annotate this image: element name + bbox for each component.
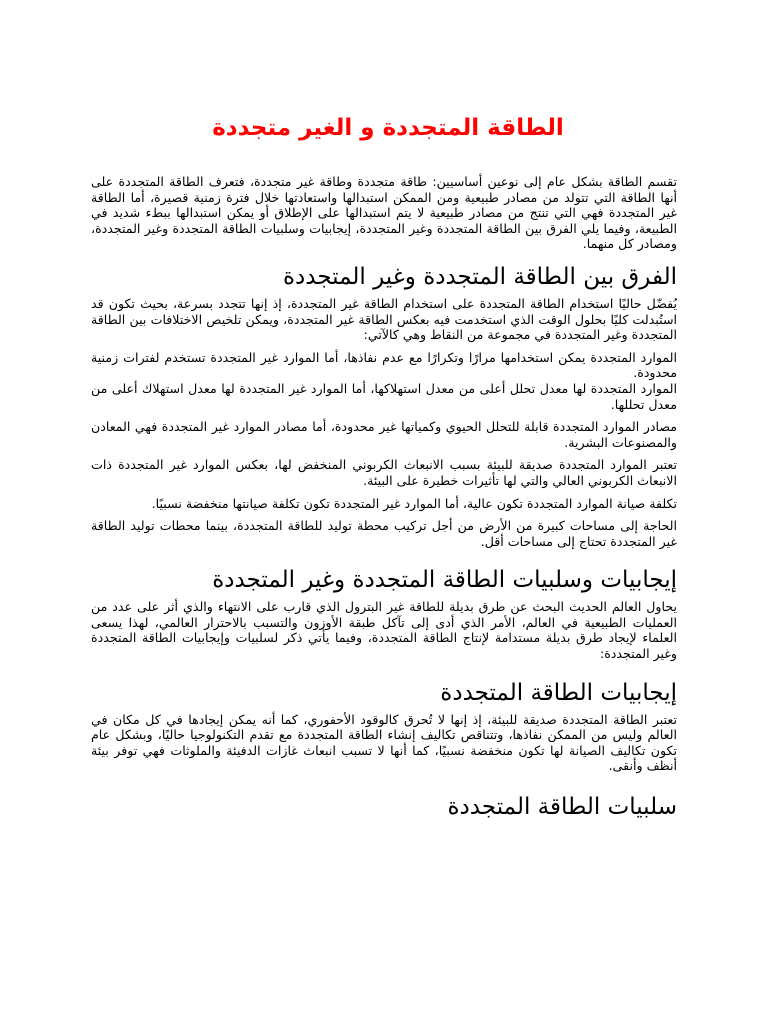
intro-paragraph: تقسم الطاقة بشكل عام إلى نوعين أساسيين: طاقة متجددة وطاقة غير متجددة، فتعرف الطاقة المتجددة على أنها الطاقة التي تتولد من مصادر طبيعية ومن الممكن استبدالها واستعادتها خلال فترة زمنية قصيرة، أما الطاقة غير المتجددة فهي التي تنتج من مصادر طبيعية لا يتم استبدالها على الإطلاق أو يمكن استبدالها ببطء شديد في الطبيعة، وفيما يلي الفرق بين الطاقة المتجددة وغير المتجددة، إيجابيات وسلبيات الطاقة المتجددة وغير المتجددة، ومصادر كل منهما. xyxy=(91,174,677,252)
section-heading-difference: الفرق بين الطاقة المتجددة وغير المتجددة xyxy=(282,263,677,290)
paragraph: تعتبر الطاقة المتجددة صديقة للبيئة، إذ إنها لا تُحرق كالوقود الأحفوري، كما أنه يمكن إيجادها في كل مكان في العالم وليس من الممكن نفاذها، وتتناقص تكاليف إنشاء الطاقة المتجددة مع تقدم التكنولوجيا حاليًا، وبشكل عام تكون تكاليف الصيانة لها تكون منخفضة نسبيًا، كما أنها لا تسبب انبعاث غازات الدفيئة والملوثات فهي توفر بيئة أنظف وأنقى. xyxy=(91,711,677,774)
paragraph: الحاجة إلى مساحات كبيرة من الأرض من أجل تركيب محطة توليد للطاقة المتجددة، بينما محطات توليد الطاقة غير المتجددة تحتاج إلى مساحات أقل. xyxy=(91,518,677,549)
paragraph: تكلفة صيانة الموارد المتجددة تكون عالية، أما الموارد غير المتجددة تكون تكلفة صيانتها منخفضة نسبيًا. xyxy=(151,495,677,511)
document-page xyxy=(91,0,677,1024)
section-heading-pros-cons: إيجابيات وسلبيات الطاقة المتجددة وغير المتجددة xyxy=(212,567,677,594)
section-heading-renewable-cons: سلبيات الطاقة المتجددة xyxy=(447,794,677,821)
paragraph: الموارد المتجددة يمكن استخدامها مرارًا وتكرارًا مع عدم نفاذها، أما الموارد غير المتجددة تستخدم لفترات زمنية محدودة. الموارد المتجددة لها معدل تحلل أعلى من معدل استهلاكها، أما الموارد غير المتجددة لها معدل استهلاك أعلى من معدل تحللها. xyxy=(91,349,677,412)
document-title: الطاقة المتجددة و الغير متجددة xyxy=(212,115,564,141)
paragraph: مصادر الموارد المتجددة قابلة للتحلل الحيوي وكمياتها غير محدودة، أما مصادر الموارد غير المتجددة فهي المعادن والمصنوعات البشرية. xyxy=(91,419,677,450)
paragraph: يُفضّل حاليًا استخدام الطاقة المتجددة على استخدام الطاقة غير المتجددة، إذ إنها تتجدد بسرعة، بحيث تكون قد استُبدلت كليًا بحلول الوقت الذي استخدمت فيه بعكس الطاقة غير المتجددة، ويمكن تلخيص الاختلافات بين الطاقة المتجددة وغير المتجددة في مجموعة من النقاط وهي كالآتي: xyxy=(91,295,677,343)
paragraph: يحاول العالم الحديث البحث عن طرق بديلة للطاقة غير البترول الذي قارب على الانتهاء والذي أثر على عدد من العمليات الطبيعية في العالم، الأمر الذي أدى إلى تآكل طبقة الأوزون والتسبب بالاحترار العالمي، لهذا يسعى العلماء لإيجاد طرق بديلة مستدامة لإنتاج الطاقة المتجددة، وفيما يأتي ذكر لسلبيات وإيجابيات الطاقة المتجددة وغير المتجددة: xyxy=(91,599,677,662)
paragraph: تعتبر الموارد المتجددة صديقة للبيئة بسبب الانبعاث الكربوني المنخفض لها، بعكس الموارد غير المتجددة ذات الانبعاث الكربوني العالي والتي لها تأثيرات خطيرة على البيئة. xyxy=(91,457,677,488)
section-heading-renewable-pros: إيجابيات الطاقة المتجددة xyxy=(440,679,677,706)
